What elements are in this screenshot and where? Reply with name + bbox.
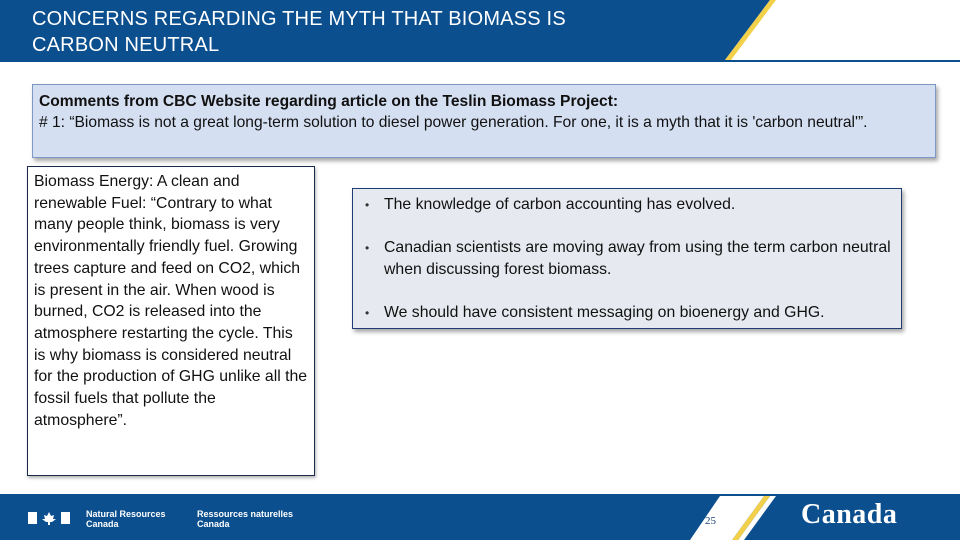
department-name-fr: [197, 509, 293, 529]
biomass-claim-text: Biomass Energy: A clean and renewable Fuel: “Contrary to what many people think, biomass is very environmentally friendly fuel. Growing trees capture and feed on CO2, which is present in the air. When wood is burned, CO2 is released into the atmosphere restarting the cycle. This is why biomass is considered neutral for the production of GHG unlike all the fossil fuels that pollute the atmosphere”.: [34, 173, 308, 429]
department-name-en: [86, 509, 166, 529]
title-line-2: CARBON NEUTRAL: [32, 34, 220, 56]
dept-en-line-2: Canada: [86, 519, 119, 529]
bullet-marker: •: [365, 241, 370, 255]
dept-fr-line-2: Canada: [197, 519, 230, 529]
bullet-text: Canadian scientists are moving away from using the term carbon neutral when discussing forest biomass.: [384, 239, 891, 278]
bullet-text: We should have consistent messaging on bioenergy and GHG.: [384, 304, 825, 321]
key-points-box: [352, 188, 902, 329]
bullet-text: The knowledge of carbon accounting has evolved.: [384, 196, 736, 213]
bullet-item: [365, 237, 895, 281]
comment-heading: Comments from CBC Website regarding article on the Teslin Biomass Project:: [39, 93, 619, 110]
page-title: [32, 6, 722, 58]
biomass-claim-box: [27, 166, 315, 476]
page-number: 25: [705, 515, 716, 527]
bullet-item: [365, 194, 895, 216]
canada-flag-icon: [28, 510, 70, 526]
dept-en-line-1: Natural Resources: [86, 509, 166, 519]
canada-wordmark: Canada: [801, 499, 898, 530]
bullet-marker: •: [365, 306, 370, 320]
bullet-marker: •: [365, 198, 370, 212]
cbc-comment-box: [32, 84, 936, 158]
title-banner: [0, 0, 960, 62]
bullet-item: [365, 302, 895, 324]
comment-body: # 1: “Biomass is not a great long-term solution to diesel power generation. For one, it is a myth that it is 'carbon neutral'”.: [39, 114, 868, 131]
dept-fr-line-1: Ressources naturelles: [197, 509, 294, 519]
title-line-1: CONCERNS REGARDING THE MYTH THAT BIOMASS IS: [32, 8, 566, 30]
